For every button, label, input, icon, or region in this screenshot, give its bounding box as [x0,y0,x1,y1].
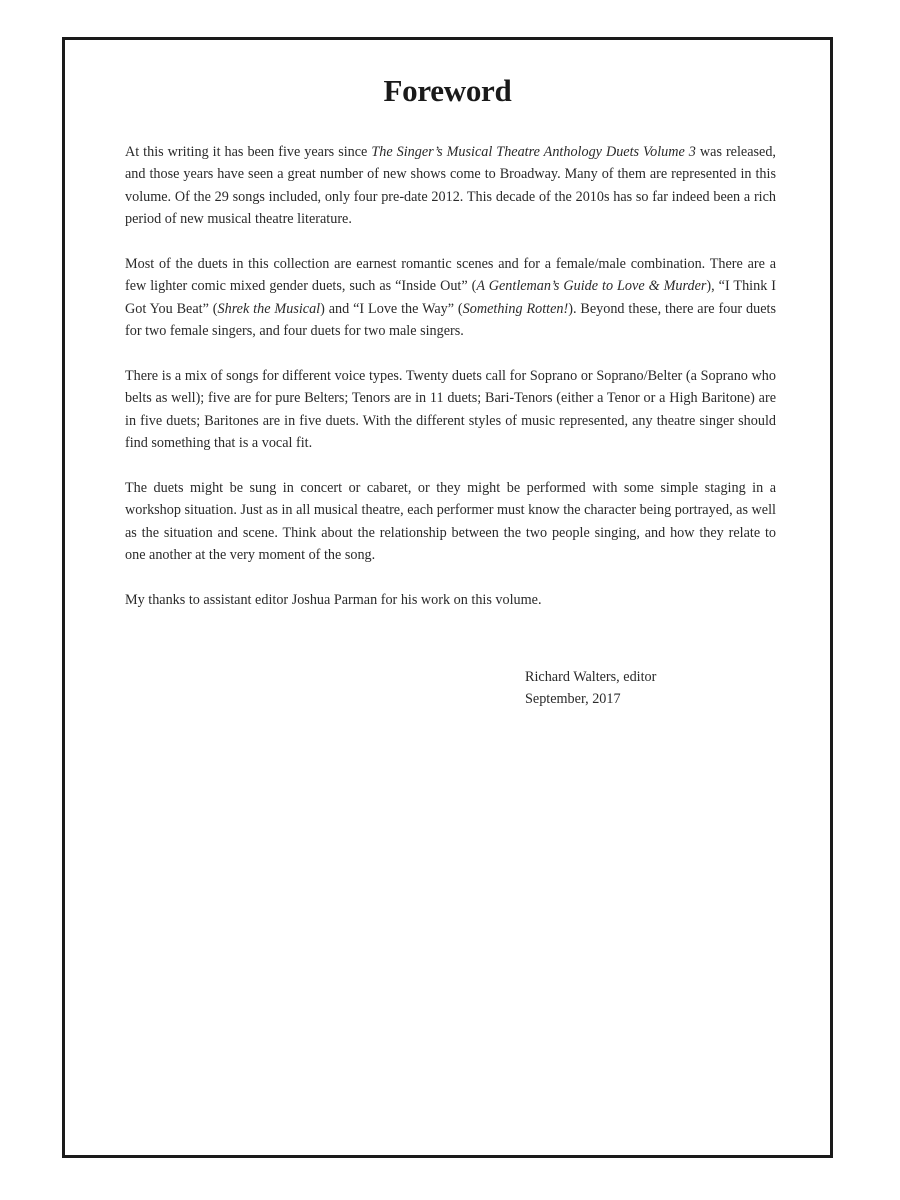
paragraph-5: My thanks to assistant editor Joshua Parman for his work on this volume. [125,592,542,609]
show-title-shrek: Shrek the Musical [217,300,321,317]
paragraph-2-text-g: ). Beyond these, there are four duets for two female singers, and four duets for two male singers. [125,300,776,340]
show-title-gentlemans-guide: A Gentleman’s Guide to Love & Murder [476,278,707,295]
paragraph-2 [125,253,776,343]
page-title: Foreword [383,73,512,108]
signature-date: September, 2017 [525,691,621,708]
show-title-something-rotten: Something Rotten! [462,300,569,317]
paragraph-2-text-a: Most of the duets in this collection are earnest romantic scenes and for a female/male combination. There are a few lighter comic mixed gender duets, such as “Inside Out” ( [125,256,776,295]
paragraph-4: The duets might be sung in concert or cabaret, or they might be performed with some simple staging in a workshop situation. Just as in all musical theatre, each performer must know the character being portrayed, as well as the situation and scene. Think about the relationship between the two people singing, and how they relate to one another at the very moment of the song. [125,480,776,564]
paragraph-1-text-a: At this writing it has been five years since [125,144,372,160]
paragraph-1-text-c: was released, and those years have seen a great number of new shows come to Broadway. Many of them are represented in this volume. Of the 29 songs included, only four pre-date 2012. This decade of the 2010s has so far indeed been a rich period of new musical theatre literature. [125,144,776,228]
signature-block [525,666,656,711]
foreword-body [125,141,776,634]
paragraph-2-text-e: ) and “I Love the Way” ( [320,300,463,317]
book-title-duets-volume-3: The Singer’s Musical Theatre Anthology Duets Volume 3 [371,144,696,160]
paragraph-1 [125,141,776,231]
page-frame [62,37,833,1158]
paragraph-3: There is a mix of songs for different voice types. Twenty duets call for Soprano or Soprano/Belter (a Soprano who belts as well); five are for pure Belters; Tenors are in 11 duets; Bari-Tenors (either a Tenor or a High Baritone) are in five duets; Baritones are in five duets. With the different styles of music represented, any theatre singer should find something that is a vocal fit. [125,368,776,452]
signature-name: Richard Walters, editor [525,669,657,685]
paragraph-2-text-c: ), “I Think I Got You Beat” ( [125,278,776,317]
